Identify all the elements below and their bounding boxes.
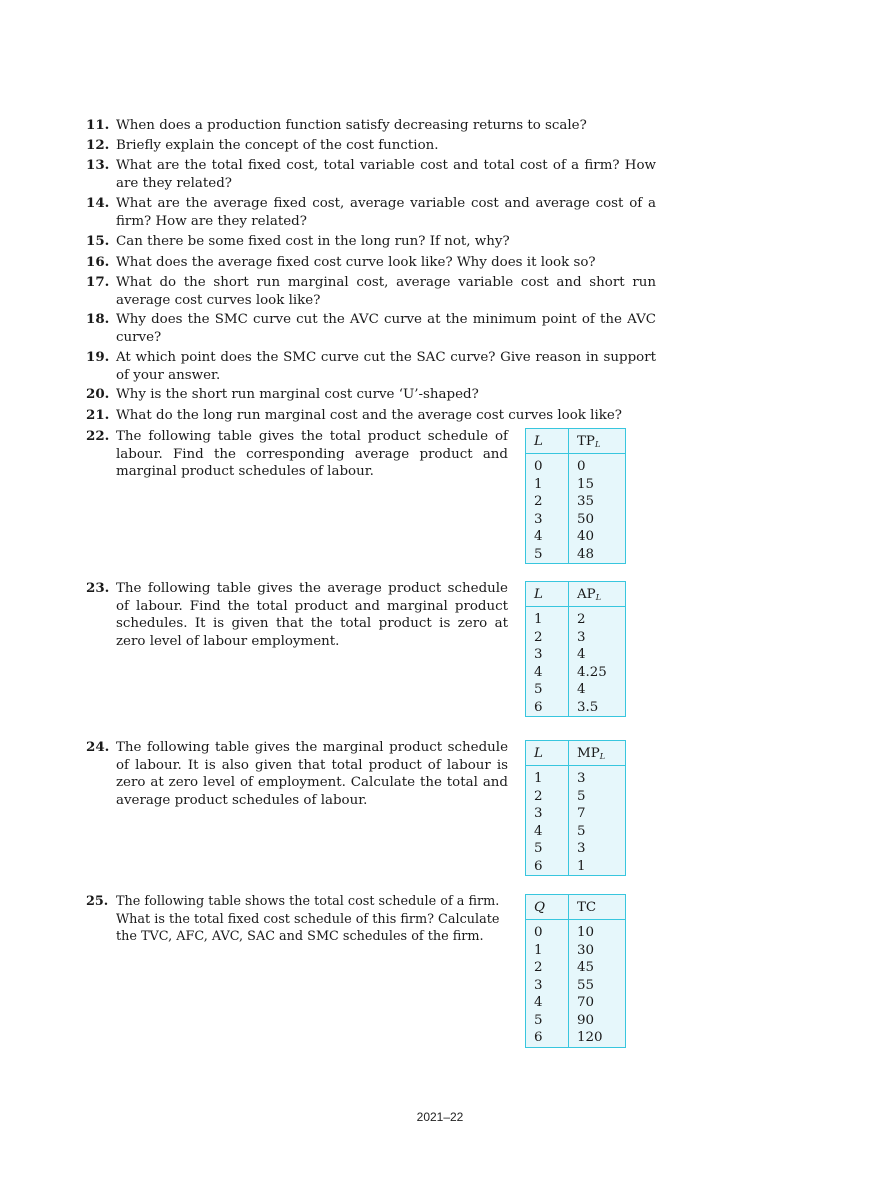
question-text: The following table gives the total product schedule of labour. Find the corresponding average product and marginal product schedules of labour. <box>116 429 508 479</box>
table-header: Q <box>526 895 569 920</box>
question-22 <box>86 428 508 481</box>
question-number: 15. <box>86 233 110 249</box>
question-text: Why is the short run marginal cost curve ‘U’-shaped? <box>116 387 479 402</box>
table-cell: 55 <box>577 977 595 993</box>
question-12 <box>86 137 656 155</box>
question-14 <box>86 195 656 230</box>
question-19 <box>86 349 656 384</box>
table-cell: 120 <box>577 1030 603 1045</box>
table-row <box>526 681 626 699</box>
header-text: AP <box>577 586 596 602</box>
table-cell: 6 <box>526 699 569 717</box>
table-cell: 3 <box>526 805 569 823</box>
table-cell: 48 <box>577 546 595 562</box>
table-cell: 5 <box>526 546 569 564</box>
question-text: When does a production function satisfy decreasing returns to scale? <box>116 118 587 133</box>
table-row <box>526 607 626 629</box>
question-text: What does the average fixed cost curve look like? Why does it look so? <box>116 255 596 270</box>
table-row <box>526 493 626 511</box>
question-number: 18. <box>86 311 110 327</box>
table-row <box>526 994 626 1012</box>
question-number: 13. <box>86 157 110 173</box>
question-number: 16. <box>86 254 110 270</box>
table-header <box>569 582 626 607</box>
header-text: TP <box>577 433 595 449</box>
header-text: MP <box>577 745 600 761</box>
table-cell: 1 <box>577 858 586 874</box>
question-text: What do the long run marginal cost and the average cost curves look like? <box>116 408 622 423</box>
question-number: 19. <box>86 349 110 365</box>
table-row <box>526 823 626 841</box>
table-row <box>526 942 626 960</box>
table-cell: 0 <box>577 459 586 474</box>
question-17 <box>86 274 656 309</box>
question-number: 11. <box>86 117 110 133</box>
table-row <box>526 629 626 647</box>
table-header: L <box>526 741 569 766</box>
table-row <box>526 858 626 876</box>
table-header <box>569 429 626 454</box>
question-text: Why does the SMC curve cut the AVC curve at the minimum point of the AVC curve? <box>116 312 656 345</box>
table-row <box>526 766 626 788</box>
table-row <box>526 1029 626 1047</box>
table-cell: 2 <box>526 629 569 647</box>
table-cell: 4 <box>526 823 569 841</box>
table-cell: 1 <box>526 766 569 788</box>
table-cell: 3 <box>526 977 569 995</box>
table-cell: 90 <box>577 1012 595 1028</box>
question-number: 22. <box>86 428 110 444</box>
table-cell: 5 <box>577 823 586 839</box>
table-cell: 3.5 <box>577 699 599 715</box>
table-cell: 2 <box>577 612 586 627</box>
table-cell: 7 <box>577 806 586 821</box>
table-row <box>526 699 626 717</box>
question-16 <box>86 254 656 272</box>
table-cell: 4 <box>577 647 586 662</box>
question-number: 24. <box>86 739 110 755</box>
table-cell: 2 <box>526 788 569 806</box>
question-number: 12. <box>86 137 110 153</box>
table-row <box>526 788 626 806</box>
question-number: 25. <box>86 894 109 909</box>
question-23 <box>86 580 508 650</box>
table-cell: 6 <box>526 858 569 876</box>
question-13 <box>86 157 656 192</box>
table-cell: 1 <box>526 942 569 960</box>
table-cell: 1 <box>526 476 569 494</box>
question-20 <box>86 386 656 404</box>
question-15 <box>86 233 656 251</box>
question-number: 21. <box>86 407 110 423</box>
table-cell: 4 <box>526 664 569 682</box>
table-row <box>526 977 626 995</box>
page-footer-year: 2021–22 <box>416 1110 464 1124</box>
table-row <box>526 476 626 494</box>
table-cell: 5 <box>577 788 586 804</box>
table-row <box>526 920 626 942</box>
table-cell: 4 <box>526 994 569 1012</box>
tc-schedule-table <box>525 894 626 1048</box>
table-row <box>526 511 626 529</box>
table-cell: 4 <box>526 528 569 546</box>
mp-schedule-table <box>525 740 626 876</box>
table-row <box>526 840 626 858</box>
table-cell: 4 <box>577 682 586 697</box>
table-cell: 3 <box>577 629 586 645</box>
table-cell: 35 <box>577 494 595 509</box>
question-text: What are the average fixed cost, average variable cost and average cost of a firm? How are they related? <box>116 196 656 229</box>
question-text: Briefly explain the concept of the cost function. <box>116 138 439 153</box>
table-cell: 2 <box>526 959 569 977</box>
ap-schedule-table <box>525 581 626 717</box>
question-text: At which point does the SMC curve cut the SAC curve? Give reason in support of your answer. <box>116 350 656 383</box>
table-row <box>526 646 626 664</box>
question-text: The following table shows the total cost schedule of a firm. What is the total fixed cost schedule of this firm? Calculate the TVC, AFC, AVC, SAC and SMC schedules of the firm. <box>116 894 500 944</box>
table-cell: 2 <box>526 493 569 511</box>
table-cell: 5 <box>526 840 569 858</box>
question-text: What do the short run marginal cost, average variable cost and short run average cost curves look like? <box>116 275 656 308</box>
tp-schedule-table <box>525 428 626 564</box>
table-cell: 5 <box>526 1012 569 1030</box>
question-21 <box>86 407 656 425</box>
table-cell: 50 <box>577 511 595 527</box>
question-text: Can there be some fixed cost in the long run? If not, why? <box>116 234 510 249</box>
table-row <box>526 664 626 682</box>
table-row <box>526 546 626 564</box>
table-cell: 3 <box>577 771 586 786</box>
header-subscript: L <box>595 592 601 602</box>
table-cell: 0 <box>526 920 569 942</box>
table-row <box>526 454 626 476</box>
question-25 <box>86 893 508 946</box>
table-cell: 0 <box>526 454 569 476</box>
table-header: L <box>526 429 569 454</box>
table-cell: 45 <box>577 960 595 975</box>
question-11 <box>86 117 656 135</box>
table-row <box>526 805 626 823</box>
question-number: 17. <box>86 274 110 290</box>
table-cell: 1 <box>526 607 569 629</box>
header-subscript: L <box>594 439 601 449</box>
question-number: 20. <box>86 386 110 402</box>
table-row <box>526 1012 626 1030</box>
table-cell: 3 <box>526 511 569 529</box>
question-number: 14. <box>86 195 110 211</box>
table-cell: 5 <box>526 681 569 699</box>
table-row <box>526 528 626 546</box>
question-number: 23. <box>86 580 110 596</box>
table-header: TC <box>569 895 626 920</box>
question-24 <box>86 739 508 809</box>
table-cell: 10 <box>577 925 595 940</box>
header-subscript: L <box>599 751 606 761</box>
question-text: What are the total fixed cost, total variable cost and total cost of a firm? How are they related? <box>116 158 656 191</box>
table-cell: 6 <box>526 1029 569 1047</box>
table-cell: 70 <box>577 995 595 1010</box>
table-cell: 30 <box>577 942 595 958</box>
table-cell: 3 <box>577 841 586 856</box>
table-row <box>526 959 626 977</box>
question-text: The following table gives the marginal product schedule of labour. It is also given that total product of labour is zero at zero level of employment. Calculate the total and average product schedules of labour. <box>116 740 508 808</box>
table-header <box>569 741 626 766</box>
table-cell: 3 <box>526 646 569 664</box>
table-header: L <box>526 582 569 607</box>
table-cell: 40 <box>577 529 595 544</box>
table-cell: 15 <box>577 476 595 492</box>
question-18 <box>86 311 656 346</box>
question-text: The following table gives the average product schedule of labour. Find the total product and marginal product schedules. It is given that the total product is zero at zero level of labour employment. <box>116 581 508 649</box>
table-cell: 4.25 <box>577 664 607 680</box>
